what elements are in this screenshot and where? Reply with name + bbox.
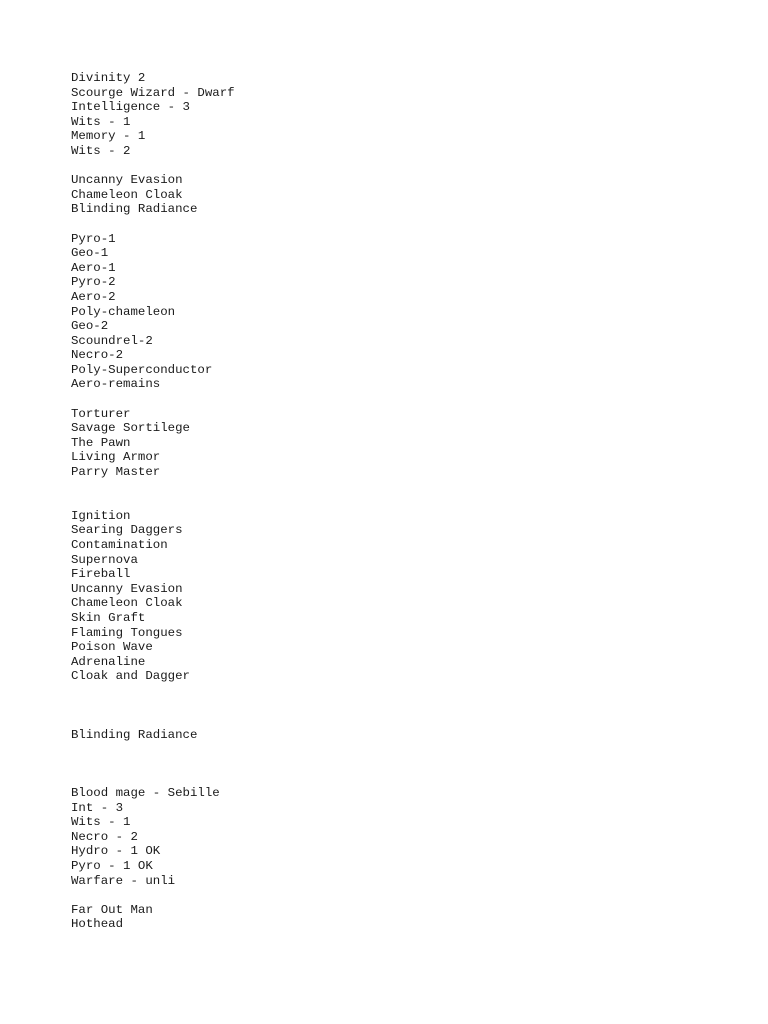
text-line: Pyro-2 (71, 275, 116, 290)
text-line (71, 494, 731, 509)
text-line (71, 217, 731, 232)
text-line: Ignition (71, 508, 131, 523)
text-line: Int - 3 (71, 800, 124, 815)
text-line: Geo-2 (71, 319, 109, 334)
text-line: Contamination (71, 538, 168, 552)
text-line: Savage Sortilege (71, 421, 190, 436)
text-line (71, 757, 731, 772)
text-line (71, 888, 731, 903)
text-line (71, 684, 731, 699)
text-line: Adrenaline (71, 654, 146, 669)
text-line: Wits - 2 (71, 143, 131, 158)
text-line: Flaming Tongues (71, 625, 183, 640)
text-line: Blood mage - Sebille (71, 786, 220, 801)
text-line (71, 159, 731, 174)
text-line: Blinding Radiance (71, 727, 198, 742)
text-line: Hothead (71, 917, 124, 932)
text-line: Supernova (71, 552, 138, 567)
text-line: Far Out Man (71, 902, 153, 917)
text-line: Uncanny Evasion (71, 173, 183, 188)
text-line: Aero-2 (71, 289, 116, 304)
text-line: Poly-chameleon (71, 304, 176, 319)
text-line (71, 713, 731, 728)
text-line: Parry Master (71, 465, 161, 480)
text-line: Pyro - 1 OK (71, 859, 153, 874)
text-line: Intelligence - 3 (71, 100, 190, 115)
text-line: Wits - 1 (71, 815, 131, 830)
text-line: Blinding Radiance (71, 202, 198, 217)
text-line: The Pawn (71, 435, 131, 450)
text-line: Geo-1 (71, 246, 109, 261)
text-line: Scourge Wizard - Dwarf (71, 85, 235, 100)
text-line: Chameleon Cloak (71, 596, 183, 611)
text-line: Memory - 1 (71, 129, 146, 144)
text-line: Torturer (71, 406, 131, 421)
text-line (71, 742, 731, 757)
text-line: Skin Graft (71, 610, 146, 625)
text-line: Pyro-1 (71, 231, 116, 246)
text-line (71, 392, 731, 407)
text-line: Aero-remains (71, 377, 161, 392)
text-line: Necro - 2 (71, 829, 138, 844)
text-line: Wits - 1 (71, 114, 131, 129)
text-line (71, 772, 731, 787)
text-line (71, 480, 731, 495)
text-line: Necro-2 (71, 348, 124, 363)
text-line: Aero-1 (71, 260, 116, 275)
text-line: Searing Daggers (71, 523, 183, 538)
text-line (71, 699, 731, 714)
text-line: Hydro - 1 OK (71, 844, 161, 859)
text-line: Uncanny Evasion (71, 581, 183, 596)
text-line: Poison Wave (71, 640, 153, 655)
text-line: Divinity 2 (71, 71, 146, 85)
text-line: Living Armor (71, 450, 161, 465)
text-line: Chameleon Cloak (71, 187, 183, 202)
text-line: Warfare - unli (71, 873, 176, 888)
document-page (71, 71, 731, 932)
text-line: Fireball (71, 567, 131, 582)
text-line: Scoundrel-2 (71, 333, 153, 348)
text-line: Cloak and Dagger (71, 669, 190, 684)
text-line: Poly-Superconductor (71, 362, 213, 377)
